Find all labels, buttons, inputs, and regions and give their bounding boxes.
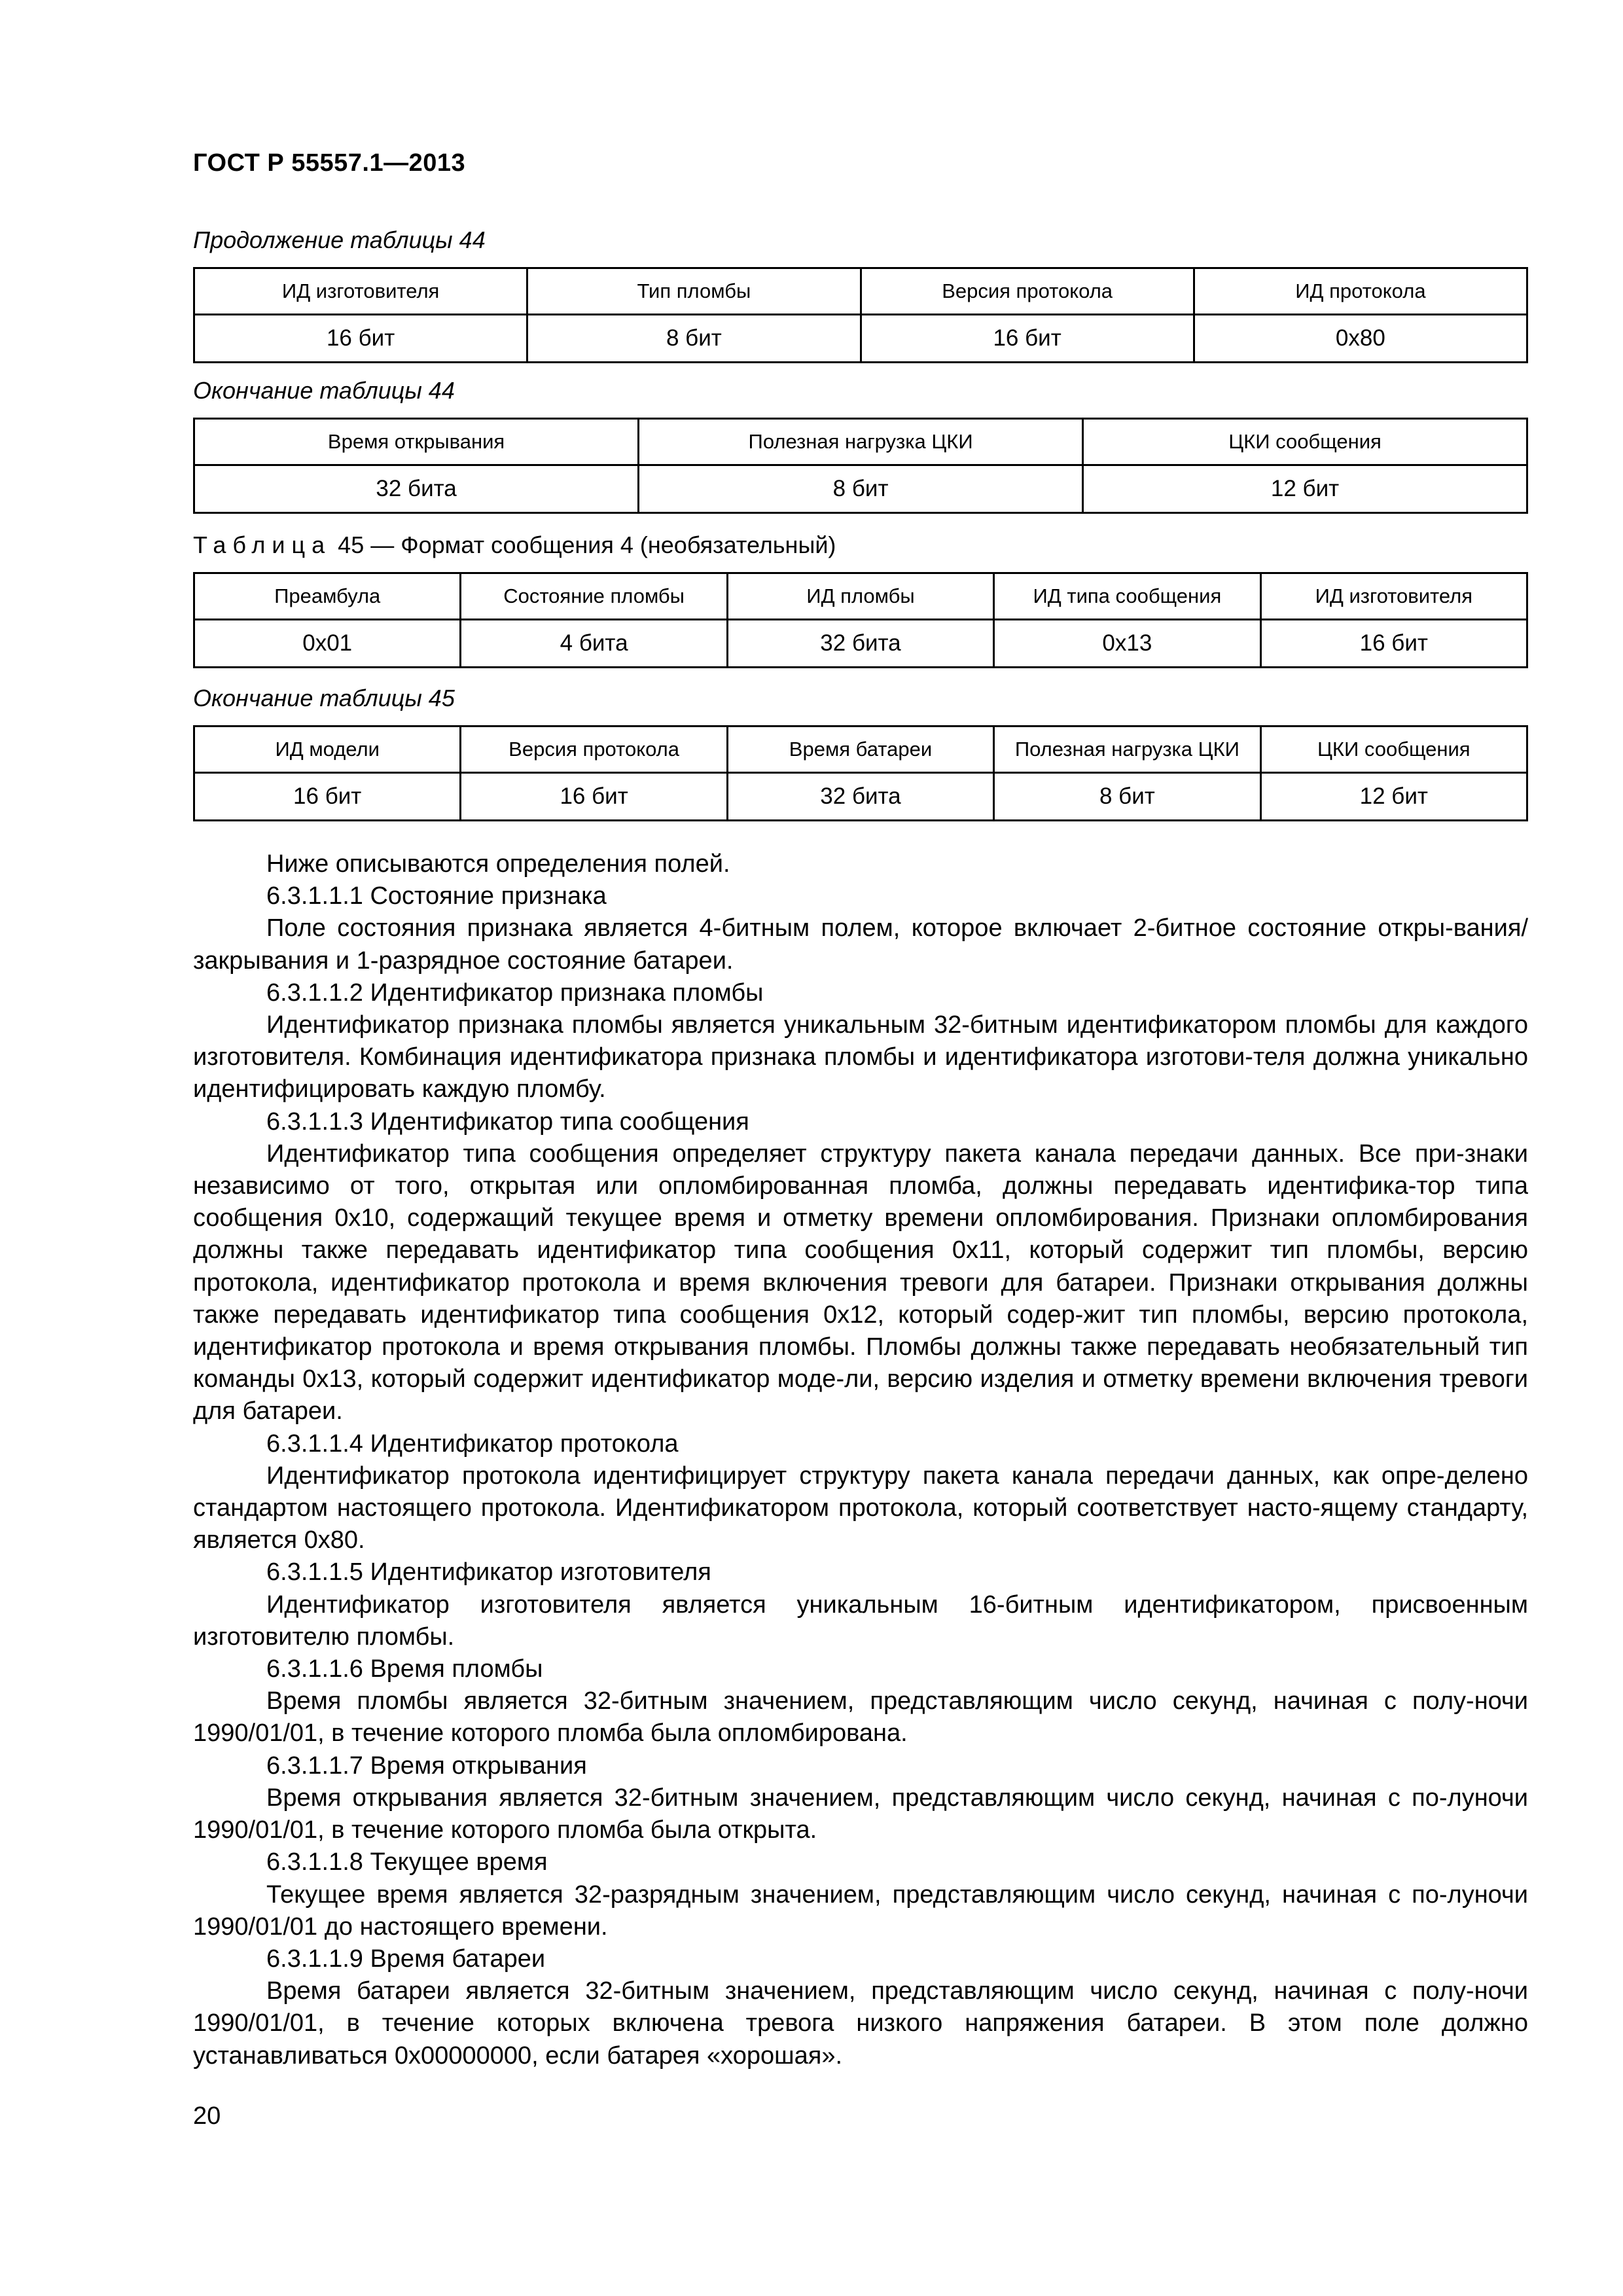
table-row [194,773,1527,821]
table-header-cell: ИД пломбы [727,573,993,620]
table-header-cell: ИД изготовителя [194,268,527,315]
table-cell: 12 бит [1260,773,1527,821]
section-heading: 6.3.1.1.4 Идентификатор протокола [266,1429,679,1458]
table-row [194,465,1527,513]
table-cell: 32 бита [194,465,639,513]
table-header-cell: Полезная нагрузка ЦКИ [639,419,1083,465]
paragraph: Текущее время является 32-разрядным значением, представляющим число секунд, начиная с по-луночи 1990/01/01 до настоящего времени. [193,1880,1528,1941]
table-45 [193,572,1528,668]
table-cell: 16 бит [1260,620,1527,668]
table-cell: 8 бит [994,773,1260,821]
table-header-cell: Версия протокола [861,268,1194,315]
table-header-cell: Преамбула [194,573,461,620]
table-header-row [194,726,1527,773]
table-cell: 32 бита [727,773,993,821]
section-heading: 6.3.1.1.2 Идентификатор признака пломбы [266,978,764,1007]
section-heading: 6.3.1.1.5 Идентификатор изготовителя [266,1558,711,1587]
paragraph: Идентификатор протокола идентифицирует структуру пакета канала передачи данных, как опре-делено стандартом настоящего протокола. Идентификатором протокола, который соответствует насто-ящему стандарту, является 0x80. [193,1462,1528,1554]
table-cell: 0x13 [994,620,1260,668]
table-header-cell: ИД изготовителя [1260,573,1527,620]
section-heading: 6.3.1.1.7 Время открывания [266,1751,587,1780]
paragraph: Время пломбы является 32-битным значением, представляющим число секунд, начиная с полу-ночи 1990/01/01, в течение которого пломба была опломбирована. [193,1687,1528,1748]
section-heading: 6.3.1.1.1 Состояние признака [266,882,607,910]
section-heading: 6.3.1.1.9 Время батареи [266,1945,546,1973]
body-text [193,848,1528,2072]
table-cell: 12 бит [1083,465,1527,513]
table-cell: 16 бит [461,773,727,821]
table-header-cell: Время открывания [194,419,639,465]
table-header-cell: ЦКИ сообщения [1260,726,1527,773]
paragraph: Идентификатор типа сообщения определяет структуру пакета канала передачи данных. Все при-знаки независимо от того, открытая или опломбированная пломба, должны передавать идентифика-тор типа сообщения 0x10, содержащий текущее время и отметку времени опломбирования. Признаки опломбирования должны также передавать идентификатор типа сообщения 0x11, который содержит тип пломбы, версию протокола, идентификатор протокола и время включения тревоги для батареи. Признаки открывания должны также передавать идентификатор типа сообщения 0x12, который содер-жит тип пломбы, версию протокола, идентификатор протокола и время открывания пломбы. Пломбы должны также передавать необязательный тип команды 0x13, который содержит идентификатор моде-ли, версию изделия и отметку времени включения тревоги для батареи. [193,1139,1528,1426]
section-heading: 6.3.1.1.8 Текущее время [266,1848,548,1876]
table-header-cell: Время батареи [727,726,993,773]
table-cell: 0x01 [194,620,461,668]
paragraph: Время батареи является 32-битным значением, представляющим число секунд, начиная с полу-ночи 1990/01/01, в течение которых включена тревога низкого напряжения батареи. В этом поле должно устанавливаться 0x00000000, если батарея «хорошая». [193,1977,1528,2070]
table-cell: 16 бит [194,773,461,821]
table-header-cell: ИД типа сообщения [994,573,1260,620]
table-cell: 8 бит [527,315,861,363]
table-header-row [194,268,1527,315]
table-cell: 0x80 [1194,315,1527,363]
paragraph-intro: Ниже описываются определения полей. [266,850,730,878]
table-44-continuation [193,267,1528,363]
document-id-header: ГОСТ Р 55557.1—2013 [193,149,466,177]
table-45-end [193,725,1528,821]
table-caption-label: Таблица [193,531,332,558]
page-number: 20 [193,2102,221,2130]
paragraph: Поле состояния признака является 4-битным полем, которое включает 2-битное состояние откры-вания/закрывания и 1-разрядное состояние батареи. [193,914,1528,975]
table-45-end-caption: Окончание таблицы 45 [193,685,455,711]
table-44-continuation-caption: Продолжение таблицы 44 [193,226,486,253]
table-cell: 4 бита [461,620,727,668]
table-header-cell: Версия протокола [461,726,727,773]
table-header-cell: ИД протокола [1194,268,1527,315]
table-cell: 8 бит [639,465,1083,513]
paragraph: Идентификатор изготовителя является уникальным 16-битным идентификатором, присвоенным изготовителю пломбы. [193,1590,1528,1651]
table-44-end [193,418,1528,514]
table-caption-title: 45 — Формат сообщения 4 (необязательный) [338,531,836,558]
table-header-row [194,573,1527,620]
section-heading: 6.3.1.1.6 Время пломбы [266,1655,543,1683]
table-45-caption [193,531,836,559]
table-header-cell: ЦКИ сообщения [1083,419,1527,465]
paragraph: Время открывания является 32-битным значением, представляющим число секунд, начиная с по-луночи 1990/01/01, в течение которого пломба была открыта. [193,1784,1528,1844]
table-row [194,315,1527,363]
table-cell: 16 бит [194,315,527,363]
table-cell: 32 бита [727,620,993,668]
table-cell: 16 бит [861,315,1194,363]
paragraph: Идентификатор признака пломбы является уникальным 32-битным идентификатором пломбы для каждого изготовителя. Комбинация идентификатора признака пломбы и идентификатора изготови-теля должна уникально идентифицировать каждую пломбу. [193,1011,1528,1103]
table-44-end-caption: Окончание таблицы 44 [193,377,455,404]
table-header-row [194,419,1527,465]
table-header-cell: Состояние пломбы [461,573,727,620]
table-header-cell: Полезная нагрузка ЦКИ [994,726,1260,773]
table-row [194,620,1527,668]
section-heading: 6.3.1.1.3 Идентификатор типа сообщения [266,1107,749,1136]
table-header-cell: Тип пломбы [527,268,861,315]
table-header-cell: ИД модели [194,726,461,773]
